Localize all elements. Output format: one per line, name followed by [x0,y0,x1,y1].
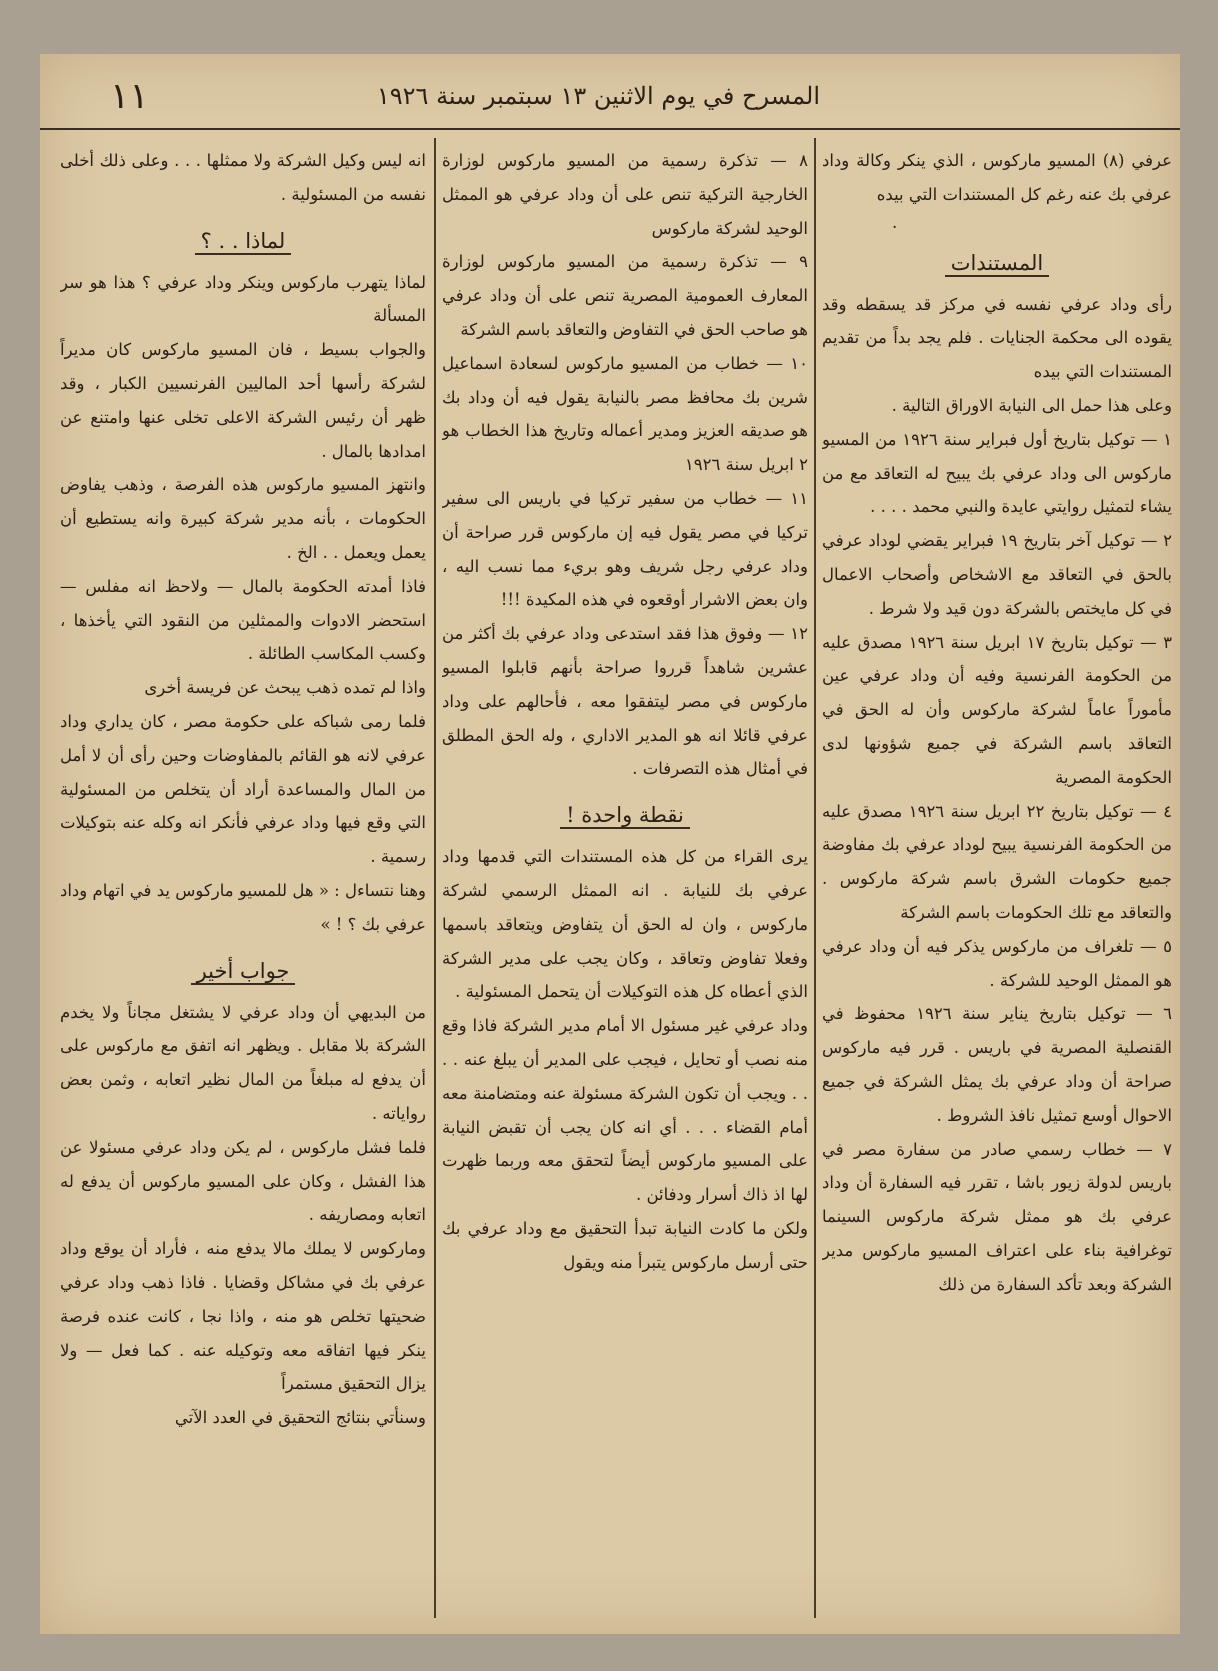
separator: . [892,212,898,232]
paragraph: وداد عرفي غير مسئول الا أمام مدير الشركة فاذا وقع منه نصب أو تحايل ، فيجب على المدير أن يبلغ عنه . . . . ويجب أن تكون الشركة مسئولة عنه ومتضامنة معه أمام القضاء . . . أي انه كان يجب أن تقبض النيابة على المسيو ماركوس أيضاً لتحقق معه وربما ظهرت لها اذ ذاك أسرار ودفائن . [442,1016,808,1205]
paragraph: وسنأتي بنتائج التحقيق في العدد الآتي [174,1408,426,1428]
paragraph: ٥ — تلغراف من ماركوس يذكر فيه أن وداد عرفي هو الممثل الوحيد للشركة . [822,936,1172,990]
column-right [822,144,1172,1614]
section-heading [442,798,808,832]
section-heading-text: جواب أخير [191,959,296,985]
header-title: المسرح في يوم الاثنين ١٣ سبتمبر سنة ١٩٢٦ [376,82,820,110]
paragraph: لماذا يتهرب ماركوس وينكر وداد عرفي ؟ هذا هو سر المسألة [60,272,426,326]
page-header [40,76,1180,130]
paragraph: من البديهي أن وداد عرفي لا يشتغل مجاناً ولا يخدم الشركة بلا مقابل . ويظهر انه اتفق مع ماركوس على أن يدفع له مبلغاً من المال نظير اتعابه ، وثمن بعض رواياته . [60,1002,426,1123]
paragraph: ٦ — توكيل بتاريخ يناير سنة ١٩٢٦ محفوظ في القنصلية المصرية في باريس . قرر فيه ماركوس صراحة أن وداد عرفي بك يمثل الشركة في جميع الاحوال أوسع تمثيل نافذ الشروط . [822,1004,1172,1125]
paragraph: انه ليس وكيل الشركة ولا ممثلها . . . وعلى ذلك أخلى نفسه من المسئولية . [60,151,426,204]
column-divider [814,138,816,1618]
section-heading-text: المستندات [945,251,1049,277]
section-heading-text: لماذا . . ؟ [195,229,292,255]
paragraph: وعلى هذا حمل الى النيابة الاوراق التالية . [891,395,1172,415]
paragraph: رأى وداد عرفي نفسه في مركز قد يسقطه وقد يقوده الى محكمة الجنايات . فلم يجد بداً من تقديم المستندات التي بيده [822,294,1172,382]
paragraph: ٢ — توكيل آخر بتاريخ ١٩ فبراير يقضي لوداد عرفي بالحق في التعاقد مع الاشخاص وأصحاب الاعمال في كل مايختص بالشركة دون قيد ولا شرط . [822,531,1172,618]
paragraph: ١٠ — خطاب من المسيو ماركوس لسعادة اسماعيل شرين بك محافظ مصر بالنيابة يقول فيه أن وداد بك هو صديقه العزيز ومدير أعماله وتاريخ هذا الخطاب هو ٢ ابريل سنة ١٩٢٦ [442,353,808,475]
paragraph: ٩ — تذكرة رسمية من المسيو ماركوس لوزارة المعارف العمومية المصرية تنص على أن وداد عرفي هو صاحب الحق في التفاوض والتعاقد باسم الشركة [442,252,808,339]
section-heading-text: نقطة واحدة ! [560,803,690,829]
paragraph: ٤ — توكيل بتاريخ ٢٢ ابريل سنة ١٩٢٦ مصدق عليه من الحكومة الفرنسية يبيح لوداد عرفي بك مفاوضة جميع حكومات الشرق باسم شركة ماركوس . والتعاقد مع تلك الحكومات باسم الشركة [822,801,1172,922]
paragraph: فلما فشل ماركوس ، لم يكن وداد عرفي مسئولا عن هذا الفشل ، وكان على المسيو ماركوس أن يدفع له اتعابه ومصاريفه . [60,1137,426,1225]
paragraph: ١ — توكيل بتاريخ أول فبراير سنة ١٩٢٦ من المسيو ماركوس الى وداد عرفي بك يبيح له التعاقد مع من يشاء لتمثيل روايتي عايدة والنبي محمد . . . . [822,429,1172,517]
paragraph: فاذا أمدته الحكومة بالمال — ولاحظ انه مفلس — استحضر الادوات والممثلين من النقود التي يأخذها ، وكسب المكاسب الطائلة . [60,576,426,664]
paragraph: ١٢ — وفوق هذا فقد استدعى وداد عرفي بك أكثر من عشرين شاهداً قرروا صراحة بأنهم قابلوا المسيو ماركوس في مصر ليتفقوا معه ، فأحالهم على وداد عرفي قائلا انه هو المدير الاداري ، وله الحق المطلق في أمثال هذه التصرفات . [442,624,808,779]
paragraph: والجواب بسيط ، فان المسيو ماركوس كان مديراً لشركة رأسها أحد الماليين الفرنسيين الكبار ، وقد ظهر أن رئيس الشركة الاعلى تخلى عنها وامتنع عن امدادها بالمال . [60,340,426,461]
section-heading [822,246,1172,280]
paragraph: وهنا نتساءل : « هل للمسيو ماركوس يد في اتهام وداد عرفي بك ؟ ! » [60,880,426,934]
paragraph: عرفي (٨) المسيو ماركوس ، الذي ينكر وكالة وداد عرفي بك عنه رغم كل المستندات التي بيده [822,151,1172,204]
newspaper-page [40,54,1180,1634]
paragraph: ٣ — توكيل بتاريخ ١٧ ابريل سنة ١٩٢٦ مصدق عليه من الحكومة الفرنسية وفيه أن وداد عرفي عين مأموراً عاماً لشركة ماركوس وأن له الحق في التعاقد باسم الشركة في جميع شؤونها لدى الحكومة المصرية [822,632,1172,787]
column-left [60,144,426,1614]
paragraph: ٨ — تذكرة رسمية من المسيو ماركوس لوزارة الخارجية التركية تنص على أن وداد عرفي هو الممثل الوحيد لشركة ماركوس [442,151,808,238]
paragraph: ولكن ما كادت النيابة تبدأ التحقيق مع وداد عرفي بك حتى أرسل ماركوس يتبرأ منه ويقول [442,1218,808,1272]
paragraph: ٧ — خطاب رسمي صادر من سفارة مصر في باريس لدولة زيور باشا ، تقرر فيه السفارة أن وداد عرفي بك هو ممثل شركة ماركوس السينما توغرافية بناء على اعتراف المسيو ماركوس مدير الشركة وبعد تأكد السفارة من ذلك [822,1139,1172,1294]
section-heading [60,224,426,258]
column-divider [434,138,436,1618]
paragraph: وماركوس لا يملك مالا يدفع منه ، فأراد أن يوقع وداد عرفي بك في مشاكل وقضايا . فاذا ذهب وداد عرفي ضحيتها تخلص هو منه ، واذا نجا ، كانت عنده فرصة ينكر فيها اتفاقه معه وتوكيله عنه . كما فعل — ولا يزال التحقيق مستمراً [60,1239,426,1394]
section-heading [60,954,426,988]
paragraph: وانتهز المسيو ماركوس هذه الفرصة ، وذهب يفاوض الحكومات ، بأنه مدير شركة كبيرة وانه يستطيع أن يعمل ويعمل . . الخ . [60,475,426,562]
column-middle [442,144,808,1614]
paragraph: ١١ — خطاب من سفير تركيا في باريس الى سفير تركيا في مصر يقول فيه إن ماركوس قرر صراحة أن وداد عرفي رجل شريف وهو بريء مما نسب اليه ، وان بعض الاشرار أوقعوه في هذه المكيدة !!! [442,488,808,610]
paragraph: واذا لم تمده ذهب يبحث عن فريسة أخرى [144,678,426,698]
paragraph: فلما رمى شباكه على حكومة مصر ، كان يداري وداد عرفي لانه هو القائم بالمفاوضات وحين رأى أن لا أمل من المال والمساعدة أراد أن يتخلص من المسئولية التي وقع فيها وداد عرفي فأنكر انه وكله عنه بتوكيلات رسمية . [60,711,426,867]
page-number: ١١ [110,76,149,117]
paragraph: يرى القراء من كل هذه المستندات التي قدمها وداد عرفي بك للنيابة . انه الممثل الرسمي لشركة ماركوس ، وان له الحق أن يتفاوض ويتعاقد باسمها وفعلا تفاوض وتعاقد ، وكان يجب على مدير الشركة الذي أعطاه كل هذه التوكيلات أن يتحمل المسئولية . [442,847,808,1002]
